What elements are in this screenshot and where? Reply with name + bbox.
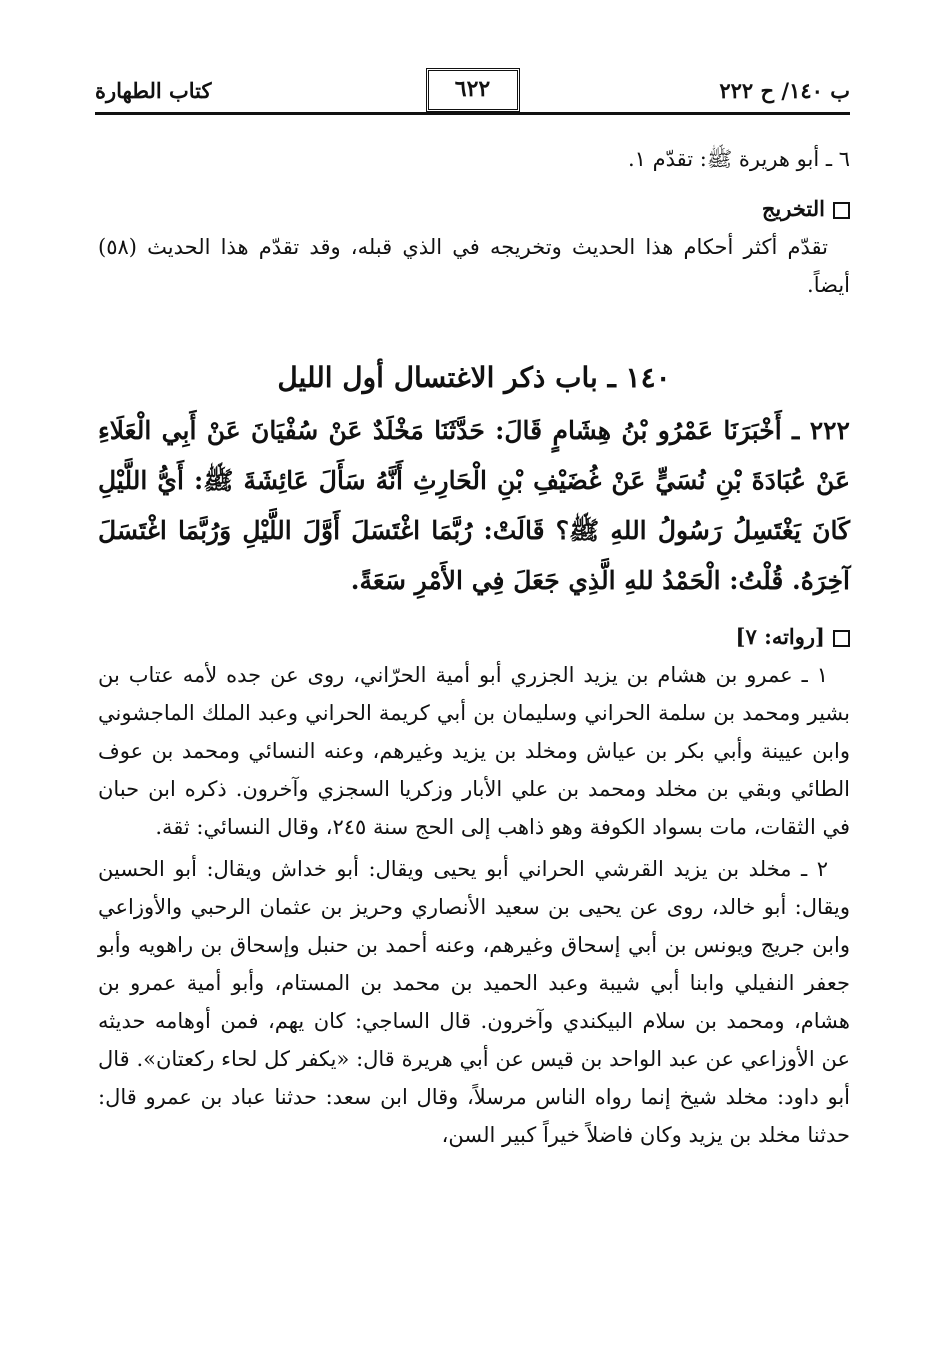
narrator-entry-1: ١ ـ عمرو بن هشام بن يزيد الجزري أبو أمية الحرّاني، روى عن جده لأمه عتاب بن بشير ومحمد بن سلمة الحراني وسليمان بن أبي كريمة الحراني وعبد الملك الماجشوني وابن عيينة وأبي بكر بن عياش ومخلد بن يزيد وغيرهم، وعنه النسائي ومحمد بن عوف الطائي وبقي بن مخلد ومحمد بن علي الأبار وزكريا السجزي وآخرون. ذكره ابن حبان في الثقات، مات بسواد الكوفة وهو ذاهب إلى الحج سنة ٢٤٥، وقال النسائي: ثقة. (98, 663, 850, 839)
narrator-entry-2: ٢ ـ مخلد بن يزيد القرشي الحراني أبو يحيى ويقال: أبو خداش ويقال: أبو الحسين ويقال: أبو خالد، روى عن يحيى بن سعيد الأنصاري وحريز بن عثمان الرحبي والأوزاعي وابن جريج ويونس بن أبي إسحاق وغيرهم، وعنه أحمد بن حنبل وإسحاق بن راهويه وأبو جعفر النفيلي وابنا أبي شيبة وعبد الحميد بن محمد بن المستام، وأبو أمية عمرو بن هشام، ومحمد بن سلام البيكندي وآخرون. قال الساجي: كان يهم، فمن أوهامه حديثه عن الأوزاعي عن عبد الواحد بن قيس عن أبي هريرة قال: «يكفر كل لحاء ركعتان». قال أبو داود: مخلد شيخ إنما رواه الناس مرسلاً، وقال ابن سعد: حدثنا عباد بن عمرو قال: حدثنا مخلد بن يزيد وكان فاضلاً خيراً كبير السن، (98, 857, 850, 1147)
takhrij-heading: التخريج (98, 190, 850, 228)
page-header (95, 72, 850, 110)
hadith-reference: ب ١٤٠/ ح ٢٢٢ (719, 78, 850, 103)
hadith-text: ٢٢٢ ـ أَخْبَرَنَا عَمْرُو بْنُ هِشَامٍ قَالَ: حَدَّثَنَا مَخْلَدٌ عَنْ سُفْيَانَ عَنْ أَبِي الْعَلَاءِ عَنْ عُبَادَةَ بْنِ نُسَيٍّ عَنْ غُضَيْفِ بْنِ الْحَارِثِ أَنَّهُ سَأَلَ عَائِشَةَ ﷺ: أَيُّ اللَّيْلِ كَانَ يَغْتَسِلُ رَسُولُ اللهِ ﷺ؟ قَالَتْ: رُبَّمَا اغْتَسَلَ أَوَّلَ اللَّيْلِ وَرُبَّمَا اغْتَسَلَ آخِرَهُ. قُلْتُ: الْحَمْدُ للهِ الَّذِي جَعَلَ فِي الأَمْرِ سَعَةً. (98, 416, 850, 595)
takhrij-text: تقدّم أكثر أحكام هذا الحديث وتخريجه في الذي قبله، وقد تقدّم هذا الحديث (٥٨) أيضاً. (98, 235, 850, 297)
chapter-title: ١٤٠ ـ باب ذكر الاغتسال أول الليل (277, 361, 671, 394)
square-bullet-icon (833, 630, 850, 647)
book-title: كتاب الطهارة (95, 78, 212, 103)
page-body (98, 140, 850, 1154)
narrators-heading: [رواته: ٧] (98, 618, 850, 656)
header-rule (95, 112, 850, 115)
square-bullet-icon (833, 202, 850, 219)
narrator-note: ٦ ـ أبو هريرة ﷺ: تقدّم ١. (627, 147, 850, 171)
page-number: ٦٢٢ (426, 68, 520, 112)
